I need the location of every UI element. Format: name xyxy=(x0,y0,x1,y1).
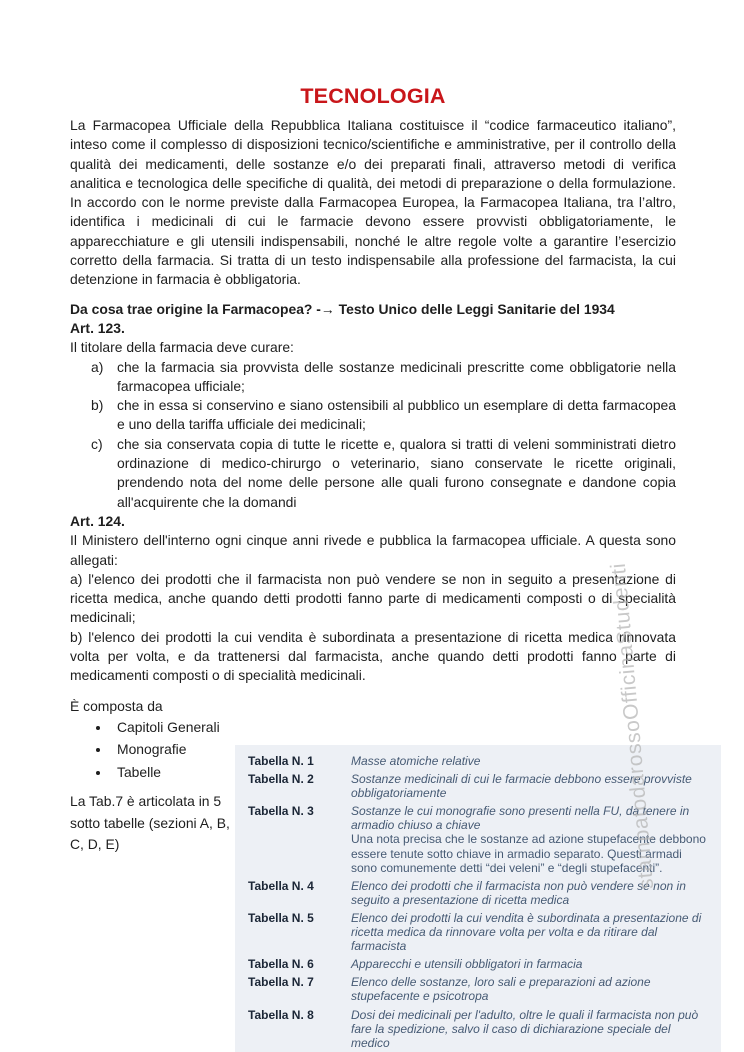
table-row-note-text: Una nota precisa che le sostanze ad azione stupefacente debbono essere tenute sotto chiave in armadio separato. Questi armadi sono comunemente detti “dei veleni” e “degli stupefacenti”. xyxy=(351,832,706,875)
table-row-label: Tabella N. 7 xyxy=(248,975,314,990)
table-row-desc-text: Sostanze le cui monografie sono presenti nella FU, da tenere in armadio chiuso a chiave xyxy=(351,804,690,833)
table-row-label: Tabella N. 3 xyxy=(248,804,314,819)
item-marker: b) xyxy=(91,397,104,414)
table-row-label: Tabella N. 6 xyxy=(248,957,314,972)
item-marker: c) xyxy=(91,435,103,452)
table-row xyxy=(248,1008,709,1050)
composition-bullet-list xyxy=(70,718,676,783)
table-row-desc-text: Sostanze medicinali di cui le farmacie debbono essere provviste obbligatoriamente xyxy=(351,772,692,801)
item-text: che sia conservata copia di tutte le ricette e, qualora si tratti di veleni somministrati dietro ordinazione di medico-chirurgo o veterinario, siano conservate le ricette originali, prendendo nota del nome delle persone alle quali furono consegnate e dandone copia all'acquirente che la domandi xyxy=(117,435,676,510)
item-text: che la farmacia sia provvista delle sostanze medicinali prescritte come obbligatorie nella farmacopea ufficiale; xyxy=(117,358,676,394)
watermark-text: stampatodarossoOfficinaStudenti xyxy=(606,561,659,891)
document-content xyxy=(70,84,676,856)
table-row-label: Tabella N. 4 xyxy=(248,878,314,893)
page-title: TECNOLOGIA xyxy=(300,84,446,108)
table-row-label: Tabella N. 8 xyxy=(248,1007,314,1022)
art-124-paragraphs xyxy=(70,531,676,685)
art-123-item xyxy=(70,396,676,435)
table-row-desc xyxy=(351,911,709,953)
art-124-label: Art. 124. xyxy=(70,512,125,529)
table-row-label: Tabella N. 2 xyxy=(248,772,314,787)
composition-bullet: • Capitoli Generali xyxy=(111,718,676,738)
table-row-desc-text: Masse atomiche relative xyxy=(351,754,481,768)
composition-bullet: • Monografie xyxy=(111,740,676,760)
composition-lead: È composta da xyxy=(70,697,163,714)
origin-heading: Da cosa trae origine la Farmacopea? -→ Testo Unico delle Leggi Sanitarie del 1934 xyxy=(70,300,615,317)
composition-bullet: • Tabelle xyxy=(111,763,676,783)
item-text: che in essa si conservino e siano ostensibili al pubblico un esemplare di detta farmacopea e uno della tariffa ufficiale dei medicinali; xyxy=(117,397,676,433)
item-marker: a) xyxy=(91,358,104,375)
art-124-paragraph: b) l'elenco dei prodotti la cui vendita è subordinata a presentazione di ricetta medica rinnovata volta per volta, e da trattenersi dal farmacista, anche quando detti prodotti fanno parte di medicamenti composti o di specialità medicinali. xyxy=(70,628,676,684)
table-row-desc xyxy=(351,1008,709,1050)
table-row-desc xyxy=(351,957,709,971)
table-row-label: Tabella N. 1 xyxy=(248,754,314,768)
table-row-desc xyxy=(351,975,709,1003)
art-124-paragraph: Il Ministero dell'interno ogni cinque anni rivede e pubblica la farmacopea ufficiale. A questa sono allegati: xyxy=(70,532,676,568)
table-row-desc-text: Elenco dei prodotti che il farmacista non può vendere se non in seguito a presentazione di ricetta medica xyxy=(351,878,686,907)
table-row xyxy=(248,975,709,1003)
art-123-item xyxy=(70,435,676,512)
table-row-desc-text: Dosi dei medicinali per l'adulto, oltre le quali il farmacista non può fare la spedizione, salvo il caso di dichiarazione speciale del medico xyxy=(351,1007,699,1050)
table-row-desc-text: Elenco dei prodotti la cui vendita è subordinata a presentazione di ricetta medica da rinnovare volta per volta e da ritirare dal farmacista xyxy=(351,910,702,954)
tab7-note: La Tab.7 è articolata in 5 sotto tabelle (sezioni A, B, C, D, E) xyxy=(70,793,230,853)
table-row-desc-text: Elenco delle sostanze, loro sali e preparazioni ad azione stupefacente e psicotropa xyxy=(351,975,651,1004)
table-row-desc-text: Apparecchi e utensili obbligatori in farmacia xyxy=(351,957,583,972)
art-123-label: Art. 123. xyxy=(70,319,125,336)
art-124-paragraph: a) l'elenco dei prodotti che il farmacista non può vendere se non in seguito a presentazione di ricetta medica, anche quando detti prodotti fanno parte di medicamenti composti o di specialità medicinali; xyxy=(70,570,676,626)
art-123-list xyxy=(70,358,676,512)
art-123-item xyxy=(70,358,676,397)
art-123-intro: Il titolare della farmacia deve curare: xyxy=(70,339,294,356)
table-row xyxy=(248,957,709,971)
table-row xyxy=(248,911,709,953)
intro-paragraph: La Farmacopea Ufficiale della Repubblica Italiana costituisce il “codice farmaceutico italiano”, inteso come il complesso di disposizioni tecnico/scientifiche e amministrative, per il controllo della qualità dei medicamenti, delle sostanze e/o dei preparati finali, attraverso metodi di verifica analitica e tecnologica delle specifiche di qualità, dei metodi di preparazione o della formulazione. In accordo con le norme previste dalla Farmacopea Europea, la Farmacopea Italiana, tra l’altro, identifica i medicinali di cui le farmacie devono essere provvisti obbligatoriamente, le apparecchiature e gli utensili indispensabili, nonché le altre regole volte a garantire l’esercizio corretto della farmacia. Si tratta di un testo indispensabile alla professione del farmacista, la cui detenzione in farmacia è obbligatoria. xyxy=(70,117,676,288)
table-row-label: Tabella N. 5 xyxy=(248,910,314,925)
